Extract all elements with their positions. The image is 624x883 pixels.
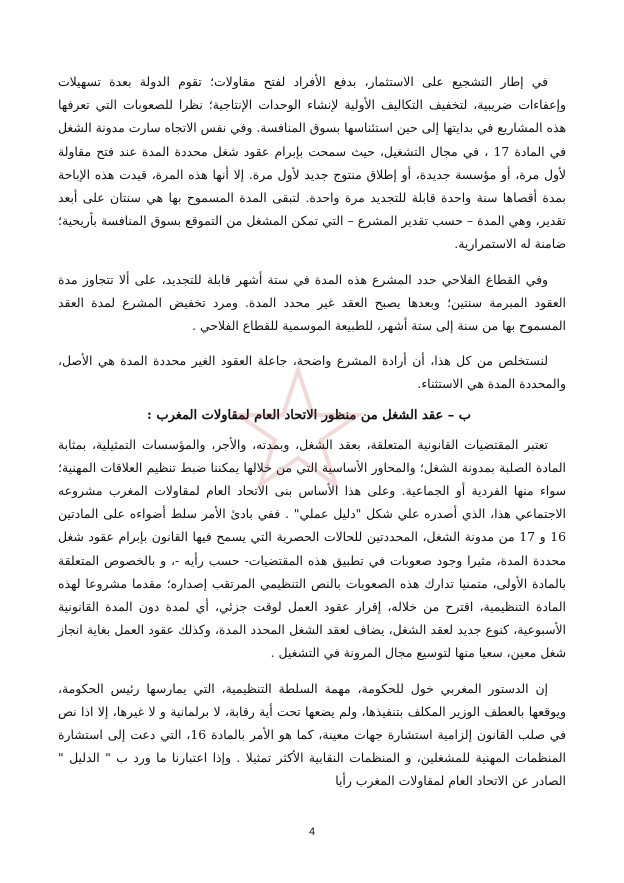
paragraph-5: إن الدستور المغربي خول للحكومة، مهمة السلطة التنظيمية، التي يمارسها رئيس الحكومة، ويوقعها بالعطف الوزير المكلف بتنفيذها، ولم يضعها تحت أية رقابة، لا برلمانية و لا غيرها، إلا اذا نص في صلب القانون إلزامية استشارة جهات معينة، كما هو الأمر بالمادة 16، التي دعت إلى استشارة المنظمات المهنية للمشغلين، و المنظمات النقابية الأكثر تمثيلا . وإذا اعتبارنا ما ورد ب " الدليل " الصادر عن الاتحاد العام لمقاولات المغرب رأيا [58, 680, 566, 789]
paragraph-3: لنستخلص من كل هذا، أن أرادة المشرع واضحة، جاعلة العقود الغير محددة المدة هي الأصل، والمحددة المدة هي الاستثناء. [58, 353, 566, 392]
paragraph-4: تعتبر المقتضيات القانونية المتعلقة، بعقد الشغل، وبمدته، والأجر، والمؤسسات التمثيلية، بمثابة المادة الصلبة بمدونة الشغل؛ والمحاور الأساسية التي من خلالها يمكننا ضبط تنظيم العلاقات المهنية؛ سواء منها الفردية أو الجماعية. وعلى هذا الأساس بنى الاتحاد العام لمقاولات المغرب مشروعه الاجتماعي هذا، الذي أصدره علي شكل "دليل عملي" . ففي بادئ الأمر سلط أضواءه على المادتين 16 و 17 من مدونة الشغل، المحددتين للحالات الحصرية التي يسمح فيها القانون بإبرام عقود شغل محددة المدة، مثيرا وجود صعوبات في تطبيق هذه المقتضيات- حسب رأيه -، و بالخصوص المتعلقة بالمادة الأولى، متمنيا تدارك هذه الصعوبات بالنص التنظيمي المرتقب إصداره؛ مقدما مشروعا لهذه المادة التنظيمية، اقترح من خلاله، إقرار عقود العمل لوقت جزئي، أي لمدة دون المدة القانونية الأسبوعية، كنوع جديد لعقد الشغل، يضاف لعقد الشغل المحدد المدة، وكذلك عقود العمل بغاية انجاز شغل معين، سعيا منها لتوسيع مجال المرونة في التشغيل . [58, 436, 566, 661]
paragraph-2: وفي القطاع الفلاحي حدد المشرع هذه المدة في ستة أشهر قابلة للتجديد، على ألا تتجاوز مدة العقود المبرمة سنتين؛ وبعدها يصبح العقد غير محدد المدة. ومرد تخفيض المشرع لمدة العقد المسموح بها من سنة إلى ستة أشهر، للطبيعة الموسمية للقطاع الفلاحي . [58, 271, 566, 334]
watermark-logo-icon [218, 360, 378, 500]
page-number: 4 [308, 826, 316, 838]
paragraph-1: في إطار التشجيع على الاستثمار، بدفع الأفراد لفتح مقاولات؛ تقوم الدولة بعدة تسهيلات وإعفاءات ضريبية، لتخفيف التكاليف الأولية لإنشاء الوحدات الإنتاجية؛ نظرا للصعوبات التي تعرفها هذه المشاريع في بدايتها إلى حين استئناسها بسوق المنافسة. وفي نفس الاتجاه سارت مدونة الشغل في المادة 17 ، في مجال التشغيل، حيث سمحت بإبرام عقود شغل محددة المدة عند فتح مقاولة لأول مرة، أو مؤسسة جديدة، أو إطلاق منتوج جديد لأول مرة. إلا أنها هذه المرة، قيدت هذه الإباحة بمدة أقصاها سنة واحدة قابلة للتجديد مرة واحدة. لتبقى المدة المسموح بها هي سنتان على أبعد تقدير، وهي المدة – حسب تقدير المشرع – التي تمكن المشغل من التموقع بسوق المنافسة بأريحية؛ ضامنة له الاستمرارية. [58, 74, 566, 252]
section-heading: ب – عقد الشغل من منظور الاتحاد العام لمقاولات المغرب : [147, 407, 471, 423]
